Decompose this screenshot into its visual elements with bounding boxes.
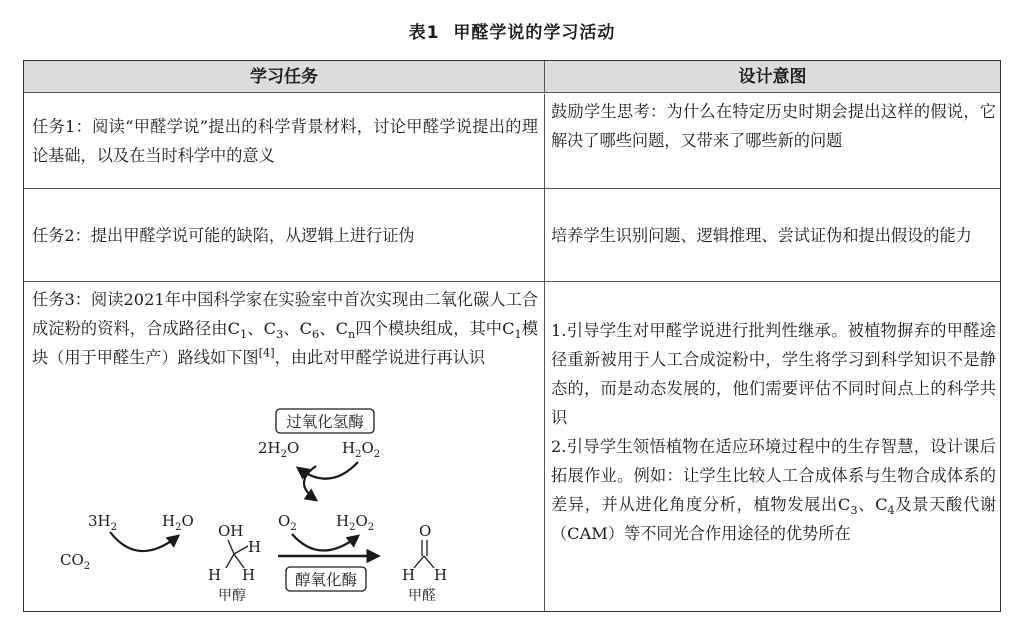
intent-1-text: 鼓励学生思考：为什么在特定历史时期会提出这样的假说，它解决了哪些问题，又带来了哪些新的问题: [551, 102, 996, 150]
reference-mark: [4]: [258, 345, 275, 360]
formaldehyde-o: O: [419, 522, 432, 540]
oxidation-side-arrow: [292, 534, 358, 551]
oxygen-recycle-arrow: [304, 466, 316, 500]
hydrogen-peroxide-top: $H_2O_2$: [342, 439, 381, 460]
task-3-text: 任务3：阅读2021年中国科学家在实验室中首次实现由二氧化碳人工合成淀粉的资料，合成路径由$C_1$、$C_3$、$C_6$、$C_n$四个模块组成，其中$C_1$模块（用于甲醛生产）路线如下图[4]，由此对甲醛学说进行再认识: [32, 290, 539, 367]
task-1-text: 任务1：阅读“甲醛学说”提出的科学背景材料，讨论甲醛学说提出的理论基础，以及在当时科学中的意义: [32, 117, 538, 165]
hydrogen-peroxide-bottom: $H_2O_2$: [336, 512, 375, 533]
table-number: 表1: [408, 23, 440, 43]
header-learning-task: 学习任务: [24, 61, 545, 93]
methanol-oh: OH: [218, 522, 244, 540]
hydrogenation-arrow: [110, 532, 178, 551]
table-caption: [0, 18, 1024, 43]
formaldehyde-name: 甲醛: [408, 588, 436, 604]
formaldehyde-h-left: H: [402, 566, 416, 584]
header-design-intent: 设计意图: [545, 61, 1000, 93]
methanol-name: 甲醇: [218, 588, 246, 604]
methanol-h-right: H: [248, 538, 262, 556]
formaldehyde-h-right: H: [434, 566, 448, 584]
intent-3-point-1: 1.引导学生对甲醛学说进行批判性继承。被植物摒弃的甲醛途径重新被用于人工合成淀粉中，学生将学习到科学知识不是静态的，而是动态发展的，他们需要评估不同时间点上的科学共识: [551, 321, 996, 427]
task-2-text: 任务2：提出甲醛学说可能的缺陷，从逻辑上进行证伪: [32, 225, 415, 245]
catalase-label: 过氧化氢酶: [286, 413, 364, 431]
water-product-top: $2H_2O$: [258, 439, 300, 460]
carbon-dioxide: $CO_2$: [60, 551, 91, 572]
task-1-cell: [24, 94, 545, 188]
c1-module-pathway-diagram: [30, 340, 510, 604]
intent-2-text: 培养学生识别问题、逻辑推理、尝试证伪和提出假设的能力: [551, 225, 972, 245]
intent-3-cell: [545, 282, 1000, 611]
methanol-h-left: H: [208, 566, 222, 584]
oxygen-reactant: $O_2$: [278, 512, 297, 533]
task-2-cell: [24, 189, 545, 281]
intent-2-cell: [545, 189, 1000, 281]
methanol-h-bottom: H: [242, 566, 256, 584]
table-title: 甲醛学说的学习活动: [453, 23, 616, 43]
intent-1-cell: [545, 94, 1000, 188]
water-product: $H_2O$: [162, 512, 194, 533]
alcohol-oxidase-label: 醇氧化酶: [294, 571, 358, 589]
hydrogen-reactant: $3H_2$: [88, 512, 117, 533]
intent-3-point-2: 2.引导学生领悟植物在适应环境过程中的生存智慧，设计课后拓展作业。例如：让学生比较人工合成体系与生物合成体系的差异，并从进化角度分析，植物发展出$C_3$、$C_4$及景天酸代谢（CAM）等不同光合作用途径的优势所在: [551, 437, 997, 543]
